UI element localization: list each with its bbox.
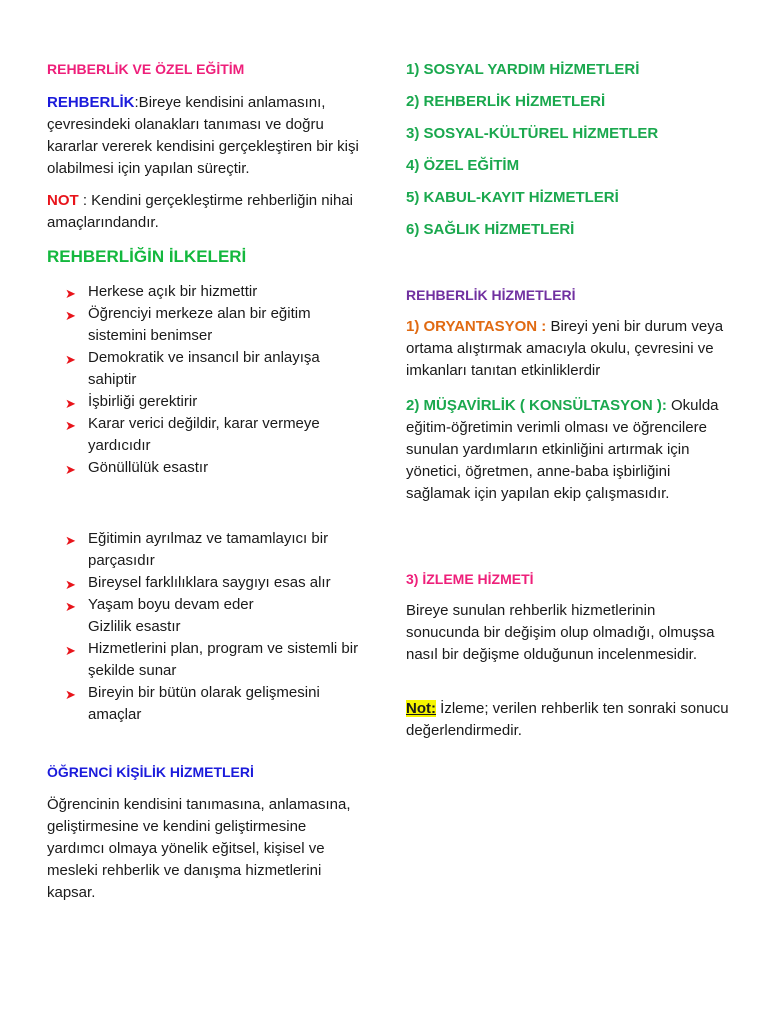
consultation-paragraph: [406, 395, 732, 505]
definition-text: :Bireye kendisini anlamasını, çevresindeki olanakları tanıması ve doğru kararlar vererek kendisini gerçekleştiren bir kişi olabilmesi için yapılan süreçtir.: [47, 94, 359, 177]
note-text: : Kendini gerçekleştirme rehberliğin nihai amaçlarındandır.: [47, 192, 353, 231]
red-arrowhead-icon: ➤: [65, 418, 76, 433]
principles-list-a: [47, 281, 359, 479]
red-arrowhead-icon: ➤: [65, 599, 76, 614]
red-arrowhead-icon: ➤: [65, 396, 76, 411]
list-item: ➤ Öğrenciyi merkeze alan bir eğitim sistemini benimser: [65, 305, 311, 344]
list-item: ➤ Yaşam boyu devam eder: [47, 594, 359, 616]
list-item: ➤ Bireyin bir bütün olarak gelişmesini amaçlar: [65, 684, 320, 723]
monitoring-text: Bireye sunulan rehberlik hizmetlerinin sonucunda bir değişim olup olmadığı, olmuşsa nasıl bir değişme olduğunun incelenmesidir.: [406, 602, 715, 663]
red-arrowhead-icon: ➤: [65, 687, 76, 702]
service-item: 5) KABUL-KAYIT HİZMETLERİ: [406, 189, 619, 206]
principles-list-b: [47, 528, 359, 726]
service-item: 1) SOSYAL YARDIM HİZMETLERİ: [406, 61, 640, 78]
service-item: 2) REHBERLİK HİZMETLERİ: [406, 93, 606, 110]
red-arrowhead-icon: ➤: [65, 352, 76, 367]
service-item: 4) ÖZEL EĞİTİM: [406, 157, 520, 174]
definition-paragraph: [47, 92, 359, 180]
list-item: ➤ Hizmetlerini plan, program ve sistemli bir şekilde sunar: [65, 640, 359, 679]
note-label: NOT: [47, 192, 79, 209]
list-item: ➤ Karar verici değildir, karar vermeye yardıcıdır: [65, 415, 320, 454]
red-arrowhead-icon: ➤: [65, 643, 76, 658]
page-title: REHBERLİK VE ÖZEL EĞİTİM: [47, 61, 245, 77]
consultation-label: 2) MÜŞAVİRLİK ( KONSÜLTASYON ):: [406, 397, 667, 414]
list-item: ➤ Demokratik ve insancıl bir anlayışa sahiptir: [65, 349, 320, 388]
service-item: 6) SAĞLIK HİZMETLERİ: [406, 221, 575, 238]
student-services-text: Öğrencinin kendisini tanımasına, anlamasına, geliştirmesine ve kendini geliştirmesine yardımcı olmaya yönelik eğitsel, kişisel ve mesleki rehberlik ve danışma hizmetlerini kapsar.: [47, 796, 351, 901]
list-item: ➤ Herkese açık bir hizmettir: [47, 281, 359, 303]
list-item: ➤ İşbirliği gerektirir: [47, 391, 359, 413]
red-arrowhead-icon: ➤: [65, 286, 76, 301]
consultation-text: Okulda eğitim-öğretimin verimli olması ve öğrencilere sunulan yardımların etkinliğini artırmak için yönetici, öğretmen, anne-baba işbirliğini sağlamak için yapılan ekip çalışmasıdır.: [406, 397, 719, 502]
list-item: ➤ Gönüllülük esastır: [47, 457, 359, 479]
red-arrowhead-icon: ➤: [65, 462, 76, 477]
monitoring-note-text: İzleme; verilen rehberlik ten sonraki sonucu değerlendirmedir.: [406, 700, 729, 739]
student-services-title: ÖĞRENCİ KİŞİLİK HİZMETLERİ: [47, 764, 254, 780]
red-arrowhead-icon: ➤: [65, 577, 76, 592]
list-item-plain: Gizlilik esastır: [88, 618, 181, 635]
red-arrowhead-icon: ➤: [65, 308, 76, 323]
orientation-label: 1) ORYANTASYON :: [406, 318, 547, 335]
principles-title: REHBERLİĞİN İLKELERİ: [47, 247, 247, 266]
note-paragraph: [47, 190, 359, 234]
monitoring-title: 3) İZLEME HİZMETİ: [406, 571, 534, 587]
orientation-paragraph: [406, 316, 732, 382]
monitoring-note: [406, 698, 732, 742]
orientation-text: Bireyi yeni bir durum veya ortama alıştırmak amacıyla okulu, çevresini ve imkanları tanıtan etkinliklerdir: [406, 318, 724, 379]
red-arrowhead-icon: ➤: [65, 533, 76, 548]
monitoring-note-label: Not:: [406, 700, 436, 717]
services-list: [406, 54, 736, 246]
guidance-services-title: REHBERLİK HİZMETLERİ: [406, 287, 576, 303]
list-item: ➤ Bireysel farklılıklara saygıyı esas alır: [47, 572, 359, 594]
list-item: ➤ Eğitimin ayrılmaz ve tamamlayıcı bir parçasıdır: [65, 530, 329, 569]
definition-term: REHBERLİK: [47, 94, 135, 111]
service-item: 3) SOSYAL-KÜLTÜREL HİZMETLER: [406, 125, 659, 142]
